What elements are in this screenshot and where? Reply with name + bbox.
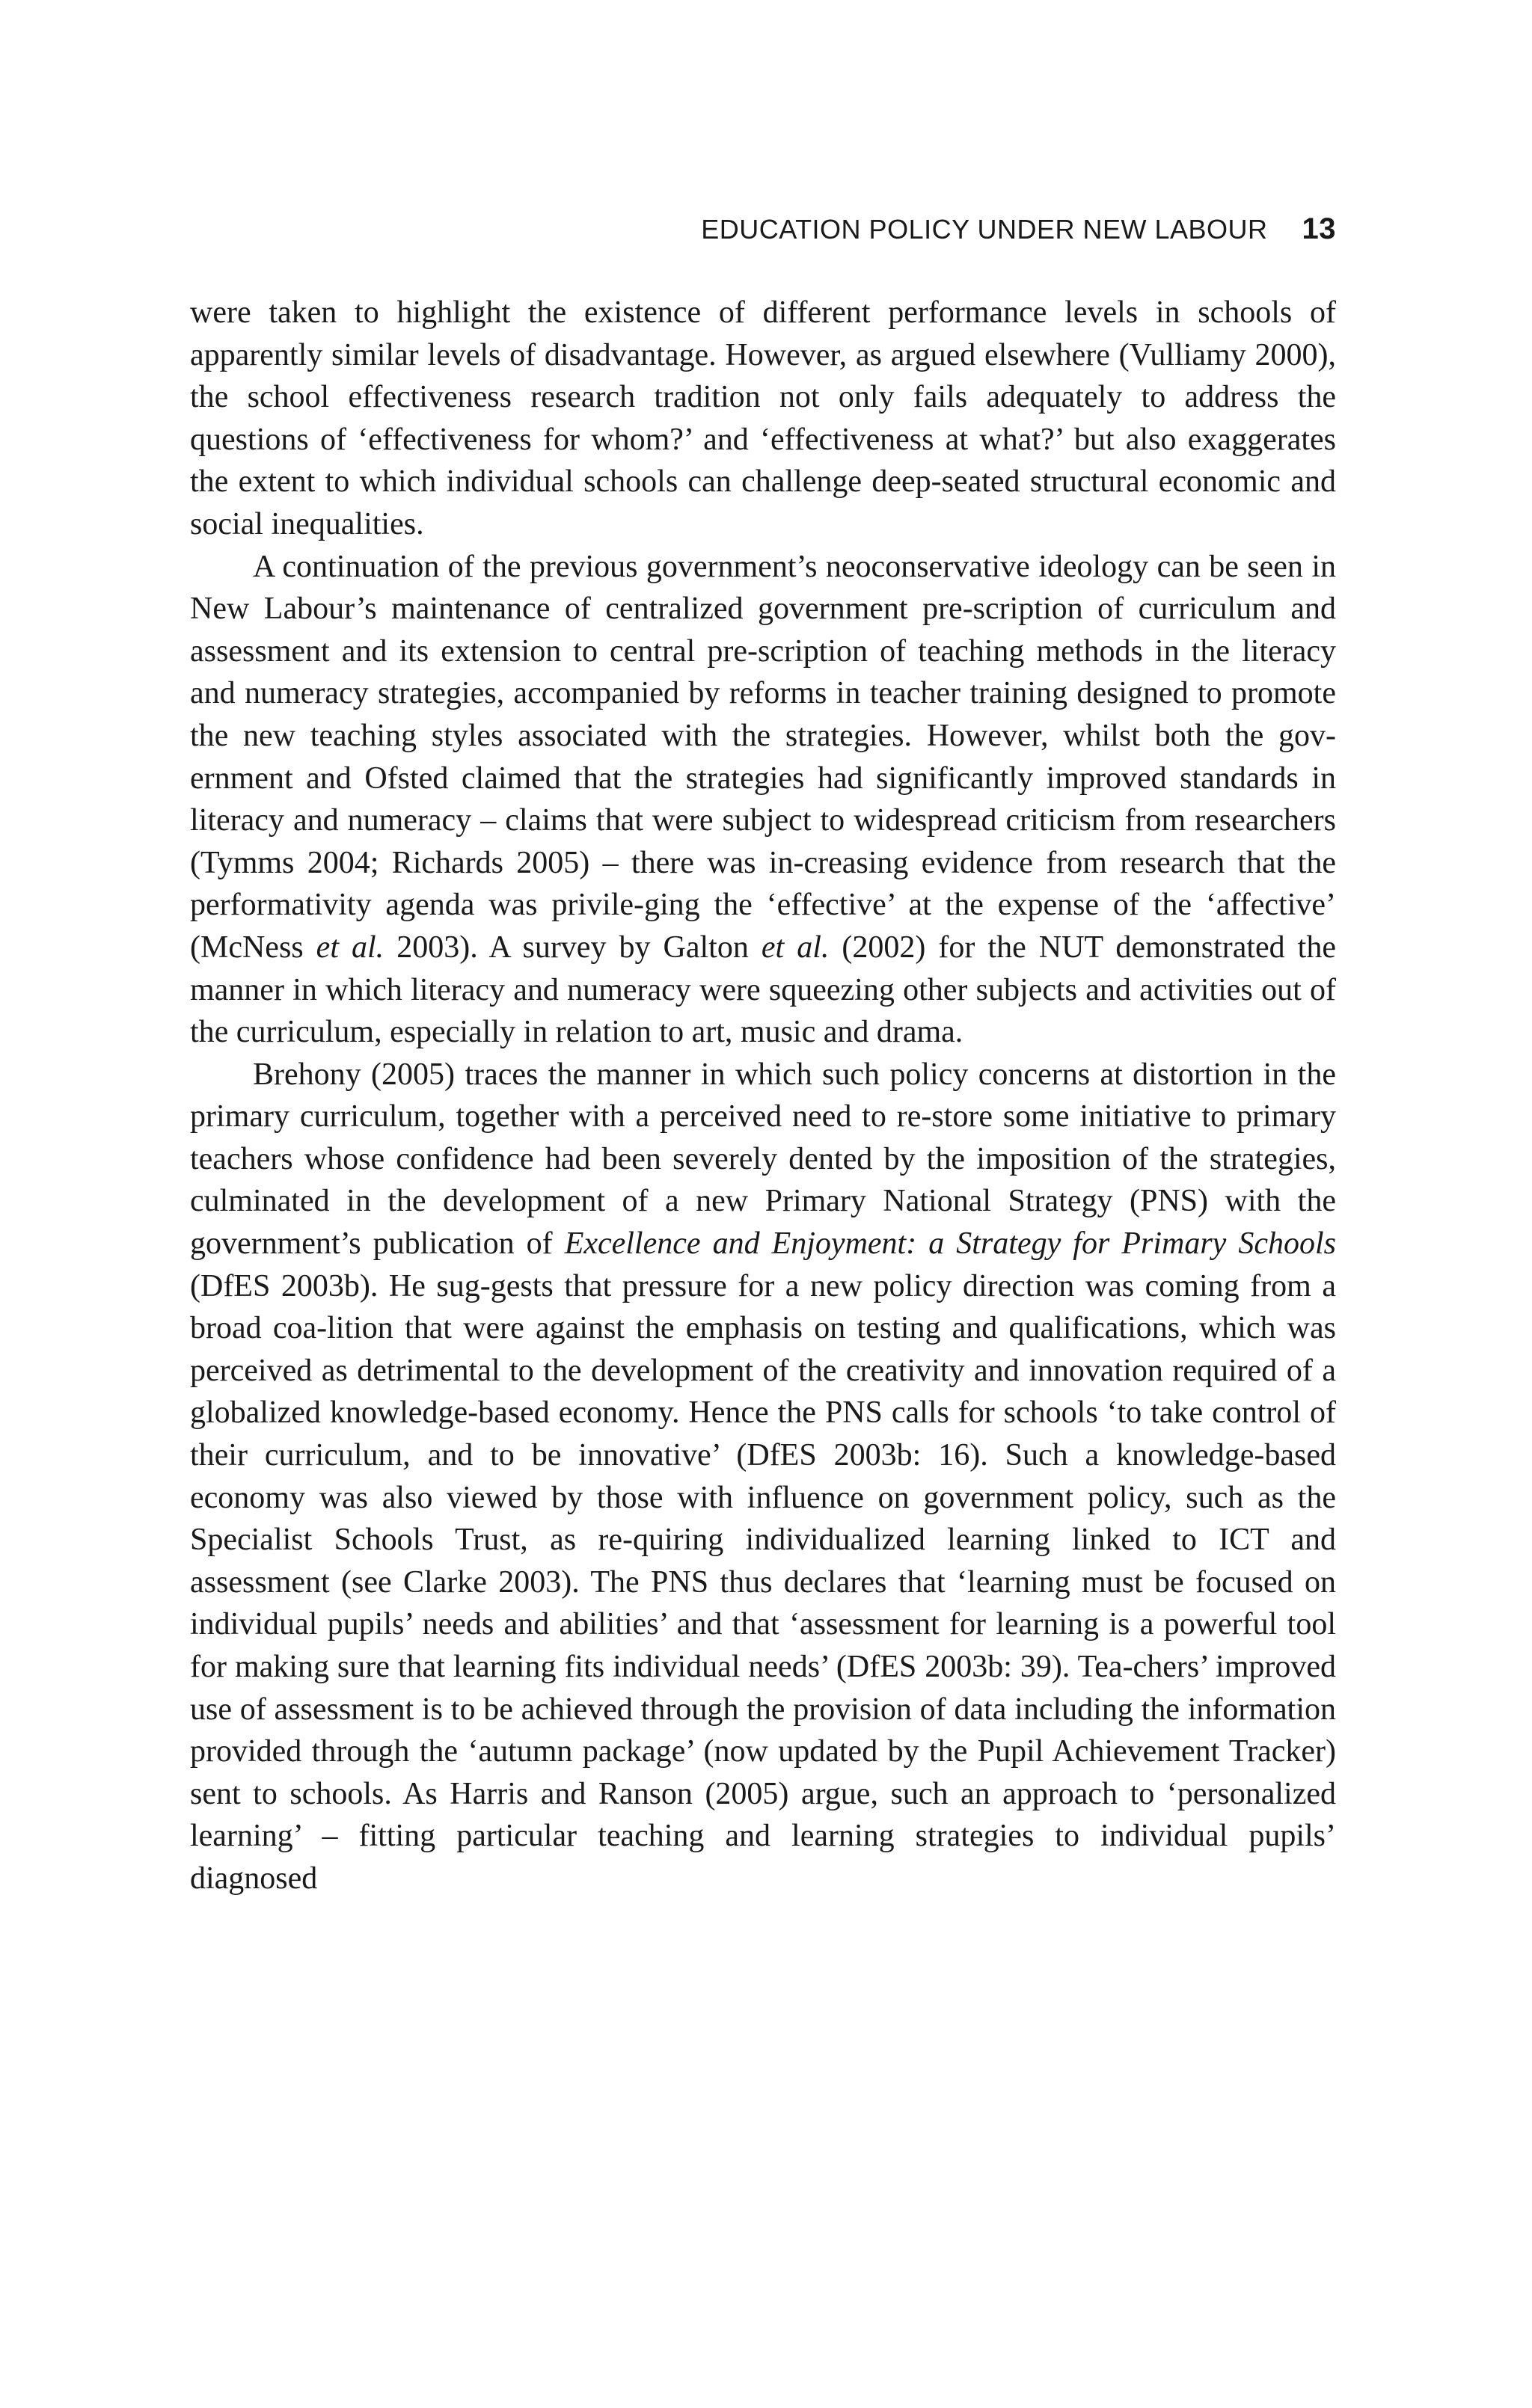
paragraph [190, 1054, 1336, 1900]
text-run: A continuation of the previous government’s neoconservative ideology can be seen in New Labour’s maintenance of centralized government pre-scription of curriculum and assessment and its extension to central pre-scription of teaching methods in the literacy and numeracy strategies, accompanied by reforms in teacher training designed to promote the new teaching styles associated with the strategies. However, whilst both the gov-ernment and Ofsted claimed that the strategies had significantly improved standards in literacy and numeracy – claims that were subject to widespread criticism from researchers (Tymms 2004; Richards 2005) – there was in-creasing evidence from research that the performativity agenda was privile-ging the ‘effective’ at the expense of the ‘affective’ (McNess [190, 549, 1336, 965]
italic-text-run: et al. [761, 930, 830, 965]
page-number: 13 [1302, 212, 1336, 245]
italic-text-run: et al. [316, 930, 384, 965]
running-head-title: EDUCATION POLICY UNDER NEW LABOUR [701, 214, 1268, 245]
body-text [190, 292, 1336, 1900]
text-run: (DfES 2003b). He sug-gests that pressure for a new policy direction was coming from a broad coa-lition that were against the emphasis on testing and qualifications, which was perceived as detrimental to the development of the creativity and innovation required of a globalized knowledge-based economy. Hence the PNS calls for schools ‘to take control of their curriculum, and to be innovative’ (DfES 2003b: 16). Such a knowledge-based economy was also viewed by those with influence on government policy, such as the Specialist Schools Trust, as re-quiring individualized learning linked to ICT and assessment (see Clarke 2003). The PNS thus declares that ‘learning must be focused on individual pupils’ needs and abilities’ and that ‘assessment for learning is a powerful tool for making sure that learning fits individual needs’ (DfES 2003b: 39). Tea-chers’ improved use of assessment is to be achieved through the provision of data including the information provided through the ‘autumn package’ (now updated by the Pupil Achievement Tracker) sent to schools. As Harris and Ranson (2005) argue, such an approach to ‘personalized learning’ – fitting particular teaching and learning strategies to individual pupils’ diagnosed [190, 1268, 1336, 1896]
text-run: 2003). A survey by Galton [384, 930, 762, 965]
running-head [0, 211, 1336, 248]
paragraph [190, 292, 1336, 546]
text-run: (2002) for the NUT demonstrated the manner in which literacy and numeracy were squeezing other subjects and activities out of the curriculum, especially in relation to art, music and drama. [190, 930, 1336, 1050]
paragraph [190, 546, 1336, 1054]
italic-text-run: Excellence and Enjoyment: a Strategy for Primary Schools [564, 1226, 1336, 1262]
text-run: Brehony (2005) traces the manner in which such policy concerns at distortion in the primary curriculum, together with a perceived need to re-store some initiative to primary teachers whose confidence had been severely dented by the imposition of the strategies, culminated in the development of a new Primary National Strategy (PNS) with the government’s publication of [190, 1057, 1336, 1262]
text-run: were taken to highlight the existence of different performance levels in schools of apparently similar levels of disadvantage. However, as argued elsewhere (Vulliamy 2000), the school effectiveness research tradition not only fails adequately to address the questions of ‘effectiveness for whom?’ and ‘effectiveness at what?’ but also exaggerates the extent to which individual schools can challenge deep-seated structural economic and social inequalities. [190, 295, 1336, 541]
